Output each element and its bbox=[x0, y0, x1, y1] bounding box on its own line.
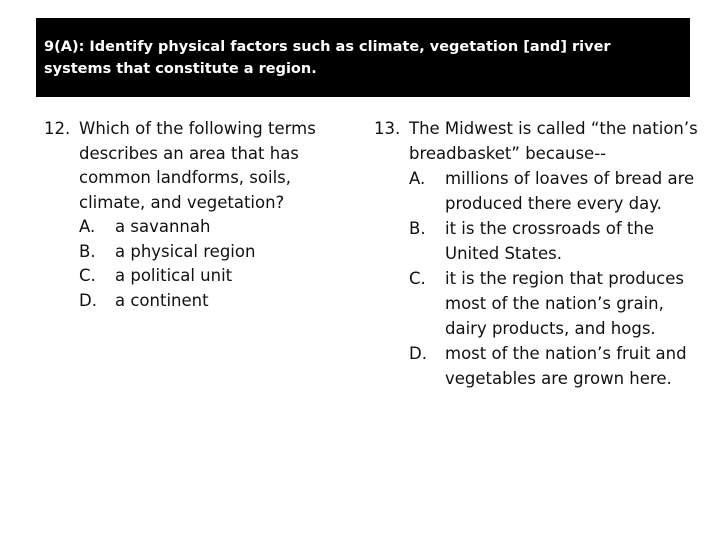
option-letter: C. bbox=[409, 269, 426, 288]
option-b bbox=[79, 240, 344, 265]
option-letter: B. bbox=[409, 219, 426, 238]
option-text: millions of loaves of bread are produced there every day. bbox=[445, 169, 695, 213]
option-text: a savannah bbox=[115, 217, 211, 236]
question-stem bbox=[44, 117, 344, 215]
objective-text: 9(A): Identify physical factors such as climate, vegetation [and] river systems that constitute a region. bbox=[44, 39, 611, 77]
question-12 bbox=[44, 117, 344, 313]
option-letter: A. bbox=[409, 169, 426, 188]
option-text: it is the crossroads of the United States. bbox=[445, 219, 654, 263]
objective-header bbox=[36, 18, 690, 97]
question-13 bbox=[374, 117, 704, 391]
option-c bbox=[409, 266, 704, 341]
option-letter: C. bbox=[79, 266, 96, 285]
option-text: a physical region bbox=[115, 241, 256, 261]
option-text: most of the nation’s fruit and vegetables are grown here. bbox=[445, 344, 687, 388]
option-text: a political unit bbox=[115, 266, 233, 285]
answer-options bbox=[79, 215, 344, 313]
option-c bbox=[79, 264, 344, 289]
option-d bbox=[79, 289, 344, 314]
question-stem bbox=[374, 117, 704, 166]
answer-options bbox=[409, 166, 704, 391]
option-b bbox=[409, 216, 704, 266]
option-a bbox=[409, 166, 704, 216]
option-letter: D. bbox=[409, 344, 427, 363]
question-text: Which of the following terms describes an area that has common landforms, soils, climate, and vegetation? bbox=[79, 119, 316, 212]
option-text: it is the region that produces most of the nation’s grain, dairy products, and hogs. bbox=[445, 269, 684, 338]
option-letter: B. bbox=[79, 241, 96, 261]
option-a bbox=[79, 215, 344, 240]
option-letter: D. bbox=[79, 290, 97, 310]
option-d bbox=[409, 341, 704, 391]
question-number: 12. bbox=[44, 119, 71, 138]
question-number: 13. bbox=[374, 119, 401, 138]
question-text: The Midwest is called “the nation’s breadbasket” because-- bbox=[409, 119, 698, 163]
option-letter: A. bbox=[79, 217, 96, 236]
option-text: a continent bbox=[115, 290, 209, 310]
